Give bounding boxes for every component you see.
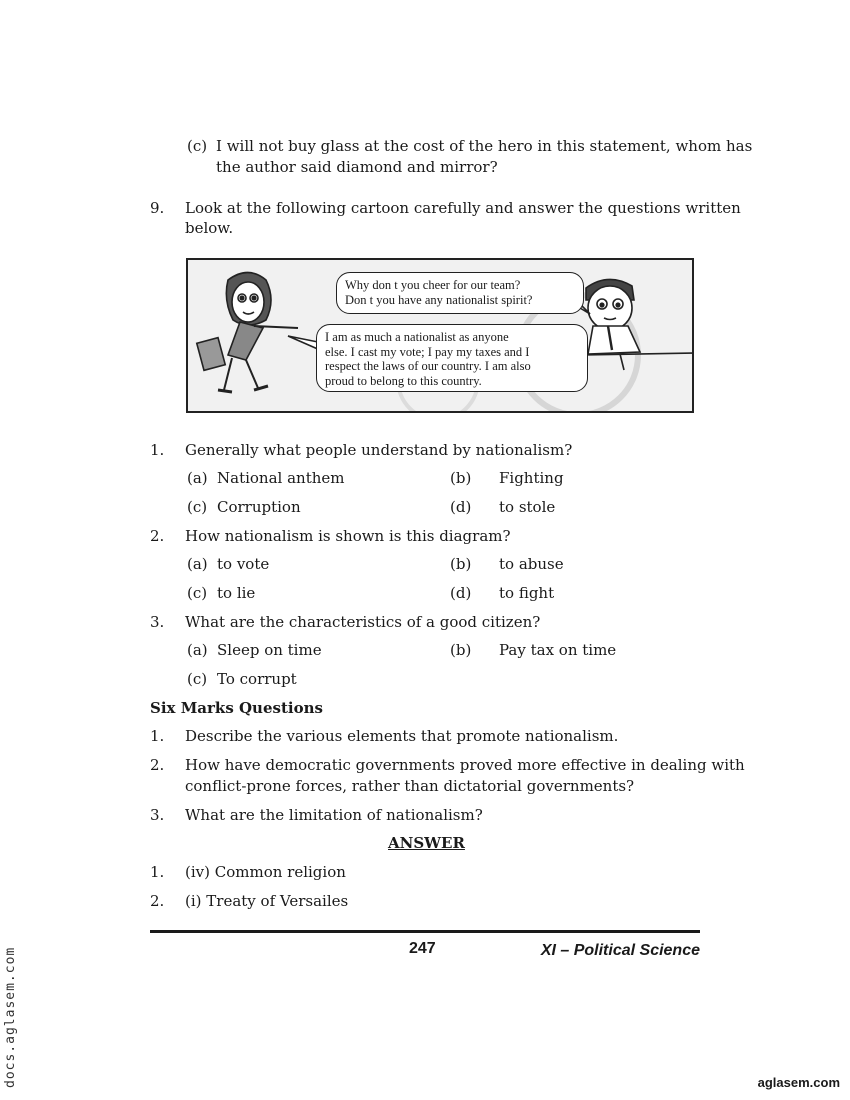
q9-text-line1: Look at the following cartoon carefully and answer the questions written — [185, 199, 741, 217]
bubble-boy-line3: respect the laws of our country. I am also — [325, 359, 531, 373]
six-marks-q2-text-line2: conflict-prone forces, rather than dictatorial governments? — [185, 777, 635, 795]
page-number: 247 — [409, 940, 436, 957]
subject-title: XI – Political Science — [540, 942, 700, 959]
mcq1-option-a-label: (a) — [187, 469, 208, 487]
six-marks-heading: Six Marks Questions — [150, 699, 323, 717]
mcq2-option-c: to lie — [217, 584, 256, 602]
mcq2-option-d-label: (d) — [450, 584, 472, 602]
cartoon-image — [186, 258, 694, 413]
mcq1-number: 1. — [150, 441, 165, 459]
mcq1-question: Generally what people understand by nationalism? — [185, 441, 573, 459]
six-marks-q3-number: 3. — [150, 806, 165, 824]
mcq2-option-b: to abuse — [499, 555, 564, 573]
footer-rule — [150, 930, 700, 933]
mcq1-option-b: Fighting — [499, 469, 564, 487]
bubble-woman-line1: Why don t you cheer for our team? — [345, 278, 521, 292]
mcq1-option-a: National anthem — [217, 469, 345, 487]
mcq2-question: How nationalism is shown is this diagram? — [185, 527, 511, 545]
corner-watermark-url: aglasem.com — [757, 1075, 840, 1090]
mcq1-option-c: Corruption — [217, 498, 301, 516]
six-marks-q1-text: Describe the various elements that promote nationalism. — [185, 727, 619, 745]
mcq3-option-c: To corrupt — [217, 670, 297, 688]
mcq3-option-c-label: (c) — [187, 670, 208, 688]
mcq1-option-c-label: (c) — [187, 498, 208, 516]
mcq2-number: 2. — [150, 527, 165, 545]
mcq3-option-a-label: (a) — [187, 641, 208, 659]
answer-1-number: 1. — [150, 863, 165, 881]
woman-figure — [197, 273, 298, 393]
six-marks-q2-text-line1: How have democratic governments proved more effective in dealing with — [185, 756, 745, 774]
mcq3-option-a: Sleep on time — [217, 641, 322, 659]
answer-2-number: 2. — [150, 892, 165, 910]
mcq3-option-b: Pay tax on time — [499, 641, 617, 659]
mcq1-option-d-label: (d) — [450, 498, 472, 516]
q8c-text-line2: the author said diamond and mirror? — [216, 158, 498, 176]
q8c-label: (c) — [187, 137, 208, 155]
six-marks-q2-number: 2. — [150, 756, 165, 774]
mcq2-option-d: to fight — [499, 584, 555, 602]
mcq2-option-a-label: (a) — [187, 555, 208, 573]
bubble-boy-line2: else. I cast my vote; I pay my taxes and I — [325, 344, 530, 359]
answer-1-text: (iv) Common religion — [185, 863, 346, 881]
bubble-boy-line4: proud to belong to this country. — [325, 373, 482, 388]
mcq2-option-c-label: (c) — [187, 584, 208, 602]
answer-2-text: (i) Treaty of Versailes — [185, 892, 349, 910]
bubble-boy-line1: I am as much a nationalist as anyone — [325, 330, 509, 344]
mcq3-number: 3. — [150, 613, 165, 631]
q9-text-line2: below. — [185, 219, 234, 237]
mcq1-option-d: to stole — [499, 498, 556, 516]
mcq2-option-b-label: (b) — [450, 555, 472, 573]
mcq2-option-a: to vote — [217, 555, 270, 573]
q8c-text-line1: I will not buy glass at the cost of the hero in this statement, whom has — [216, 137, 753, 155]
answer-heading: ANSWER — [388, 834, 465, 852]
speech-bubble-boy — [316, 324, 588, 392]
six-marks-q3-text: What are the limitation of nationalism? — [185, 806, 483, 824]
q9-number: 9. — [150, 199, 165, 217]
speech-bubble-woman — [336, 272, 584, 314]
mcq3-question: What are the characteristics of a good citizen? — [185, 613, 541, 631]
bubble-woman-line2: Don t you have any nationalist spirit? — [345, 292, 533, 307]
side-watermark-url: docs.aglasem.com — [3, 946, 18, 1088]
mcq1-option-b-label: (b) — [450, 469, 472, 487]
mcq3-option-b-label: (b) — [450, 641, 472, 659]
six-marks-q1-number: 1. — [150, 727, 165, 745]
